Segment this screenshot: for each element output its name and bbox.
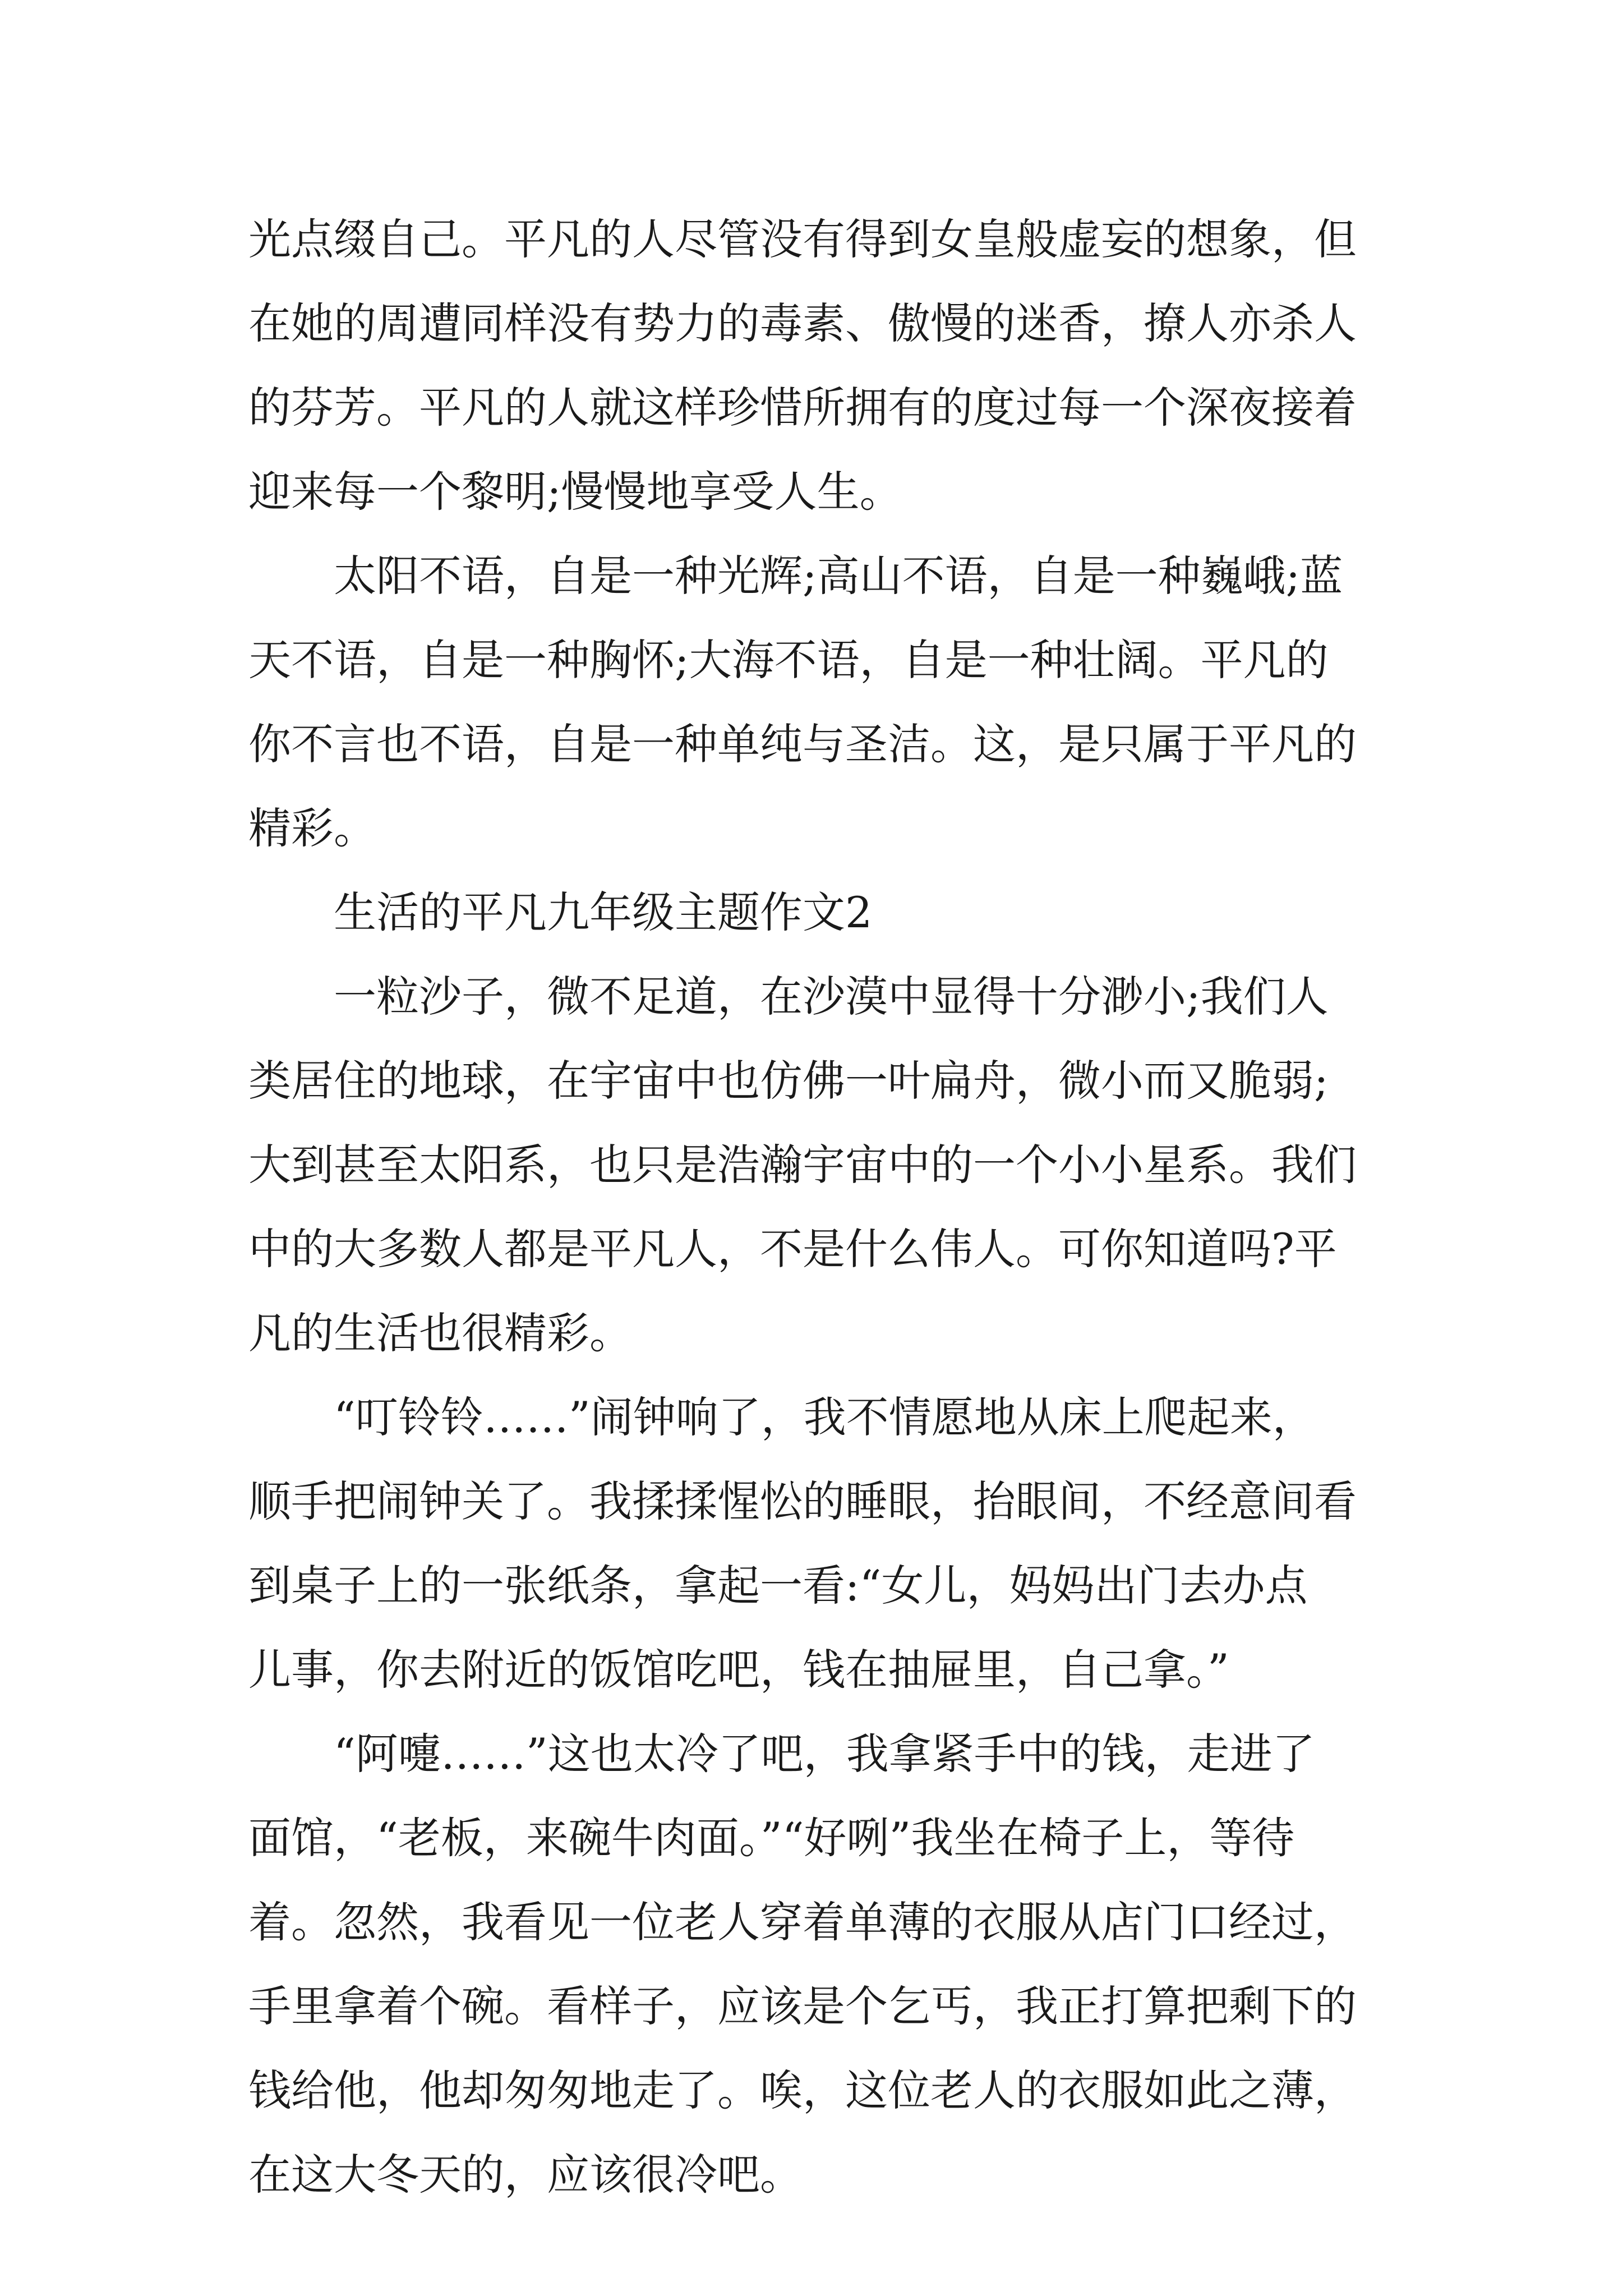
- text-line: 光点缀自己。平凡的人尽管没有得到女皇般虚妄的想象，但: [248, 214, 1357, 264]
- text-line: 的芬芳。平凡的人就这样珍惜所拥有的度过每一个深夜接着: [248, 383, 1357, 432]
- text-line: 凡的生活也很精彩。: [248, 1308, 632, 1358]
- paragraph-start-line: “叮铃铃……”闹钟响了，我不情愿地从床上爬起来，: [334, 1392, 1315, 1442]
- text-line: 中的大多数人都是平凡人，不是什么伟人。可你知道吗?平: [248, 1224, 1337, 1274]
- text-line: 在这大冬天的，应该很冷吧。: [248, 2150, 803, 2200]
- text-line: 你不言也不语，自是一种单纯与圣洁。这，是只属于平凡的: [248, 719, 1357, 769]
- text-line: 面馆，“老板，来碗牛肉面。”“好咧”我坐在椅子上，等待: [248, 1813, 1295, 1863]
- text-line: 大到甚至太阳系，也只是浩瀚宇宙中的一个小小星系。我们: [248, 1140, 1357, 1190]
- paragraph-start-line: 一粒沙子，微不足道，在沙漠中显得十分渺小;我们人: [334, 972, 1329, 1022]
- text-line: 儿事，你去附近的饭馆吃吧，钱在抽屉里，自己拿。”: [248, 1645, 1229, 1695]
- section-heading: 生活的平凡九年级主题作文2: [334, 887, 873, 937]
- text-line: 迎来每一个黎明;慢慢地享受人生。: [248, 467, 902, 517]
- text-line: 着。忽然，我看见一位老人穿着单薄的衣服从店门口经过，: [248, 1897, 1357, 1947]
- essay-body: [248, 197, 1387, 2217]
- paragraph-start-line: “阿嚏……”这也太冷了吧，我拿紧手中的钱，走进了: [334, 1729, 1315, 1779]
- paragraph-start-line: 太阳不语，自是一种光辉;高山不语，自是一种巍峨;蓝: [334, 551, 1343, 601]
- text-line: 精彩。: [248, 803, 376, 853]
- text-line: 到桌子上的一张纸条，拿起一看:“女儿，妈妈出门去办点: [248, 1561, 1308, 1611]
- text-line: 手里拿着个碗。看样子，应该是个乞丐，我正打算把剩下的: [248, 1981, 1357, 2031]
- text-line: 顺手把闹钟关了。我揉揉惺忪的睡眼，抬眼间，不经意间看: [248, 1476, 1357, 1526]
- text-line: 类居住的地球，在宇宙中也仿佛一叶扁舟，微小而又脆弱;: [248, 1056, 1329, 1106]
- text-line: 钱给他，他却匆匆地走了。唉，这位老人的衣服如此之薄，: [248, 2065, 1357, 2115]
- text-line: 在她的周遭同样没有势力的毒素、傲慢的迷香，撩人亦杀人: [248, 298, 1357, 348]
- text-line: 天不语，自是一种胸怀;大海不语，自是一种壮阔。平凡的: [248, 635, 1329, 685]
